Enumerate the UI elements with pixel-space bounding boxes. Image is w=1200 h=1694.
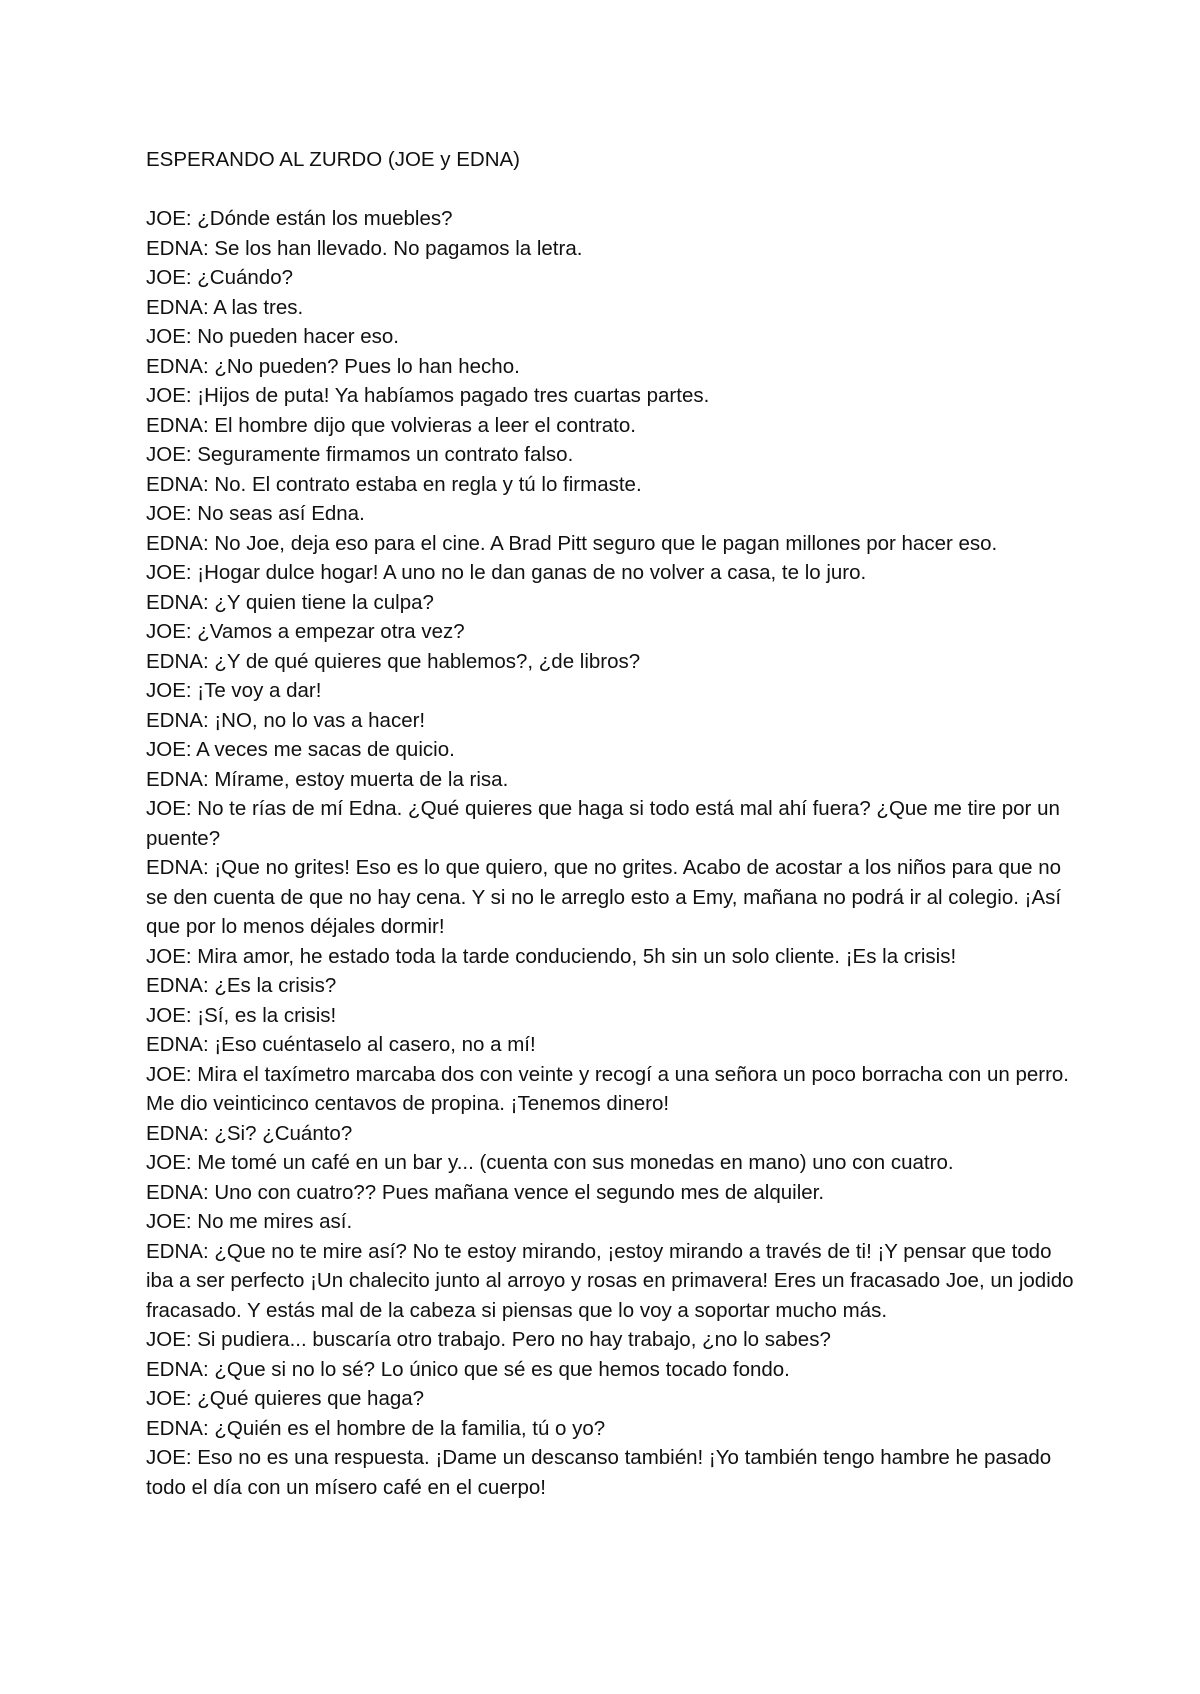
dialogue-line: JOE: ¡Hogar dulce hogar! A uno no le dan ganas de no volver a casa, te lo juro.	[146, 561, 867, 584]
dialogue-line: JOE: ¿Qué quieres que haga?	[146, 1387, 425, 1410]
dialogue-line: JOE: ¿Dónde están los muebles?	[146, 207, 453, 230]
dialogue-line: EDNA: ¿Que no te mire así? No te estoy mirando, ¡estoy mirando a través de ti! ¡Y pensar que todo iba a ser perfecto ¡Un chalecito junto al arroyo y rosas en primavera! Eres un fracasado Joe, un jodido fracasado. Y estás mal de la cabeza si piensas que lo voy a soportar mucho más.	[146, 1239, 1074, 1322]
dialogue-line: EDNA: No. El contrato estaba en regla y tú lo firmaste.	[146, 472, 642, 496]
dialogue-line: JOE: ¡Te voy a dar!	[146, 679, 322, 702]
dialogue-line: EDNA: ¡NO, no lo vas a hacer!	[146, 708, 426, 732]
dialogue-line: EDNA: Se los han llevado. No pagamos la letra.	[146, 236, 583, 260]
dialogue-line: JOE: ¡Hijos de puta! Ya habíamos pagado tres cuartas partes.	[146, 384, 710, 407]
dialogue-lines	[146, 204, 1076, 1502]
dialogue-line: EDNA: No Joe, deja eso para el cine. A Brad Pitt seguro que le pagan millones por hacer eso.	[146, 531, 998, 555]
document-body	[146, 145, 1076, 1502]
dialogue-line: EDNA: ¿Es la crisis?	[146, 974, 337, 997]
dialogue-line: EDNA: ¿No pueden? Pues lo han hecho.	[146, 354, 520, 378]
dialogue-line: EDNA: ¡Eso cuéntaselo al casero, no a mí!	[146, 1033, 536, 1056]
dialogue-line: JOE: Me tomé un café en un bar y... (cuenta con sus monedas en mano) uno con cuatro.	[146, 1151, 954, 1174]
dialogue-line: JOE: A veces me sacas de quicio.	[146, 738, 455, 761]
dialogue-line: EDNA: ¿Quién es el hombre de la familia, tú o yo?	[146, 1416, 606, 1440]
dialogue-line: JOE: No te rías de mí Edna. ¿Qué quieres que haga si todo está mal ahí fuera? ¿Que me tire por un puente?	[146, 797, 1060, 850]
dialogue-line: JOE: No pueden hacer eso.	[146, 325, 399, 348]
dialogue-line: EDNA: ¿Que si no lo sé? Lo único que sé es que hemos tocado fondo.	[146, 1357, 790, 1381]
dialogue-line: JOE: Mira amor, he estado toda la tarde conduciendo, 5h sin un solo cliente. ¡Es la crisis!	[146, 944, 957, 968]
dialogue-line: JOE: No seas así Edna.	[146, 502, 365, 525]
dialogue-line: JOE: Si pudiera... buscaría otro trabajo. Pero no hay trabajo, ¿no lo sabes?	[146, 1328, 831, 1351]
dialogue-line: JOE: ¿Vamos a empezar otra vez?	[146, 620, 465, 643]
page-title: ESPERANDO AL ZURDO (JOE y EDNA)	[146, 148, 520, 171]
dialogue-line: JOE: ¡Sí, es la crisis!	[146, 1003, 337, 1027]
dialogue-line: JOE: ¿Cuándo?	[146, 266, 293, 289]
dialogue-line: JOE: Mira el taxímetro marcaba dos con veinte y recogí a una señora un poco borracha con un perro. Me dio veinticinco centavos de propina. ¡Tenemos dinero!	[146, 1062, 1069, 1115]
dialogue-line: EDNA: El hombre dijo que volvieras a leer el contrato.	[146, 413, 636, 437]
dialogue-line: EDNA: Uno con cuatro?? Pues mañana vence el segundo mes de alquiler.	[146, 1180, 825, 1204]
dialogue-line: EDNA: A las tres.	[146, 295, 304, 319]
dialogue-line: EDNA: ¿Y quien tiene la culpa?	[146, 590, 434, 614]
dialogue-line: EDNA: ¡Que no grites! Eso es lo que quiero, que no grites. Acabo de acostar a los niños para que no se den cuenta de que no hay cena. Y si no le arreglo esto a Emy, mañana no podrá ir al colegio. ¡Así que por lo menos déjales dormir!	[146, 856, 1062, 938]
dialogue-line: EDNA: Mírame, estoy muerta de la risa.	[146, 767, 509, 791]
dialogue-line: JOE: No me mires así.	[146, 1210, 353, 1233]
dialogue-line: EDNA: ¿Si? ¿Cuánto?	[146, 1121, 353, 1145]
dialogue-line: JOE: Seguramente firmamos un contrato falso.	[146, 443, 574, 466]
dialogue-line: EDNA: ¿Y de qué quieres que hablemos?, ¿de libros?	[146, 649, 641, 673]
dialogue-line: JOE: Eso no es una respuesta. ¡Dame un descanso también! ¡Yo también tengo hambre he pasado todo el día con un mísero café en el cuerpo!	[146, 1446, 1052, 1499]
